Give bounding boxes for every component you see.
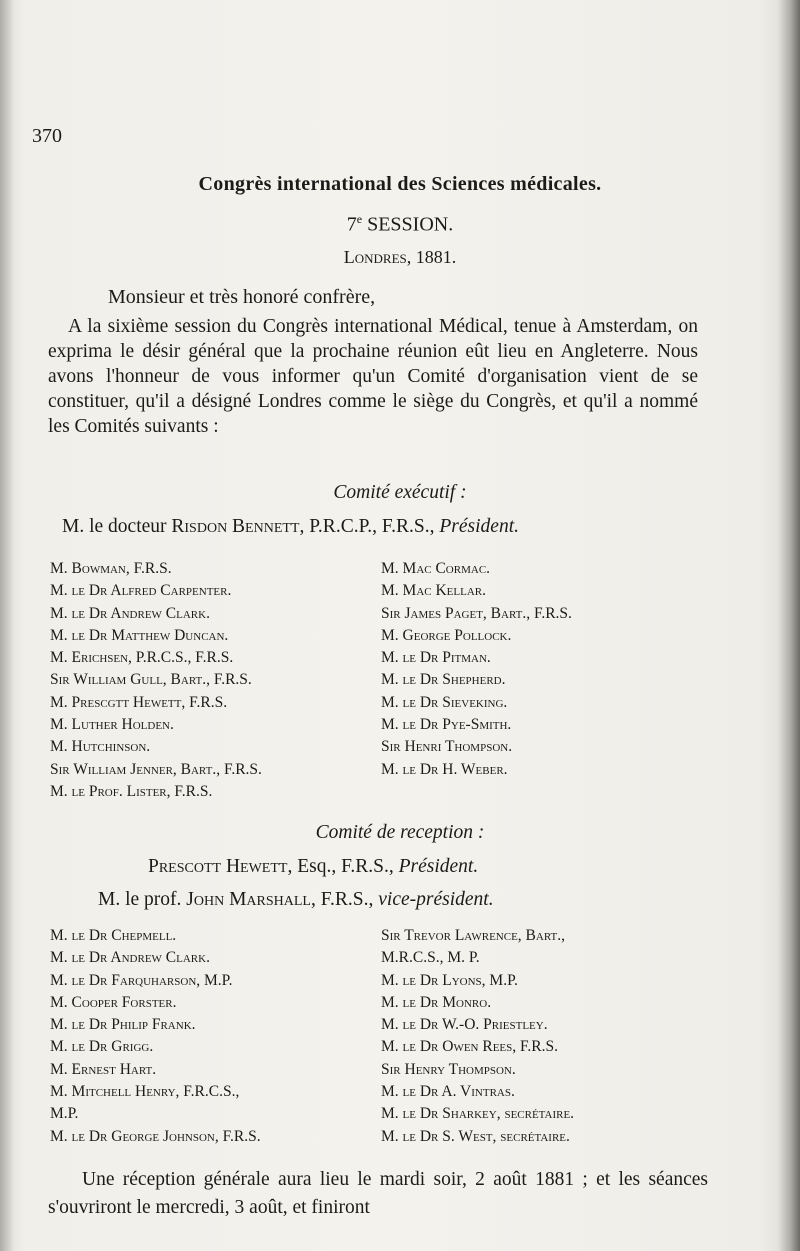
member-right: M. le Dr Pye-Smith. (381, 716, 512, 734)
member-right: M. le Dr Sieveking. (381, 693, 508, 711)
member-right: Sir Trevor Lawrence, Bart., (381, 927, 565, 944)
member-left: M. le Dr Farquharson, M.P. (50, 971, 233, 989)
member-left: M. le Dr Andrew Clark. (50, 949, 210, 967)
member-right: M. Mac Kellar. (381, 582, 486, 600)
executive-president-role: Président. (439, 516, 519, 537)
member-left: M. le Dr George Johnson, F.R.S. (50, 1127, 261, 1145)
member-left: M. Cooper Forster. (50, 993, 177, 1011)
session-heading (0, 212, 800, 237)
dateline-year: 1881. (415, 247, 457, 267)
member-left: M. Luther Holden. (50, 716, 174, 734)
reception-president-role: Président. (398, 856, 479, 877)
reception-vice-president (98, 889, 494, 911)
reception-president-quals: , Esq., F.R.S., (287, 856, 399, 877)
member-left: M. le Dr Andrew Clark. (50, 604, 210, 622)
executive-president-quals: , P.R.C.P., F.R.S., (299, 516, 440, 537)
reception-vice-prefix: M. le prof. (98, 889, 187, 910)
dateline: Londres, 1881. (343, 247, 457, 267)
member-left: M. le Dr Philip Frank. (50, 1016, 196, 1034)
member-left: Sir William Jenner, Bart., F.R.S. (50, 760, 262, 778)
member-right: M. le Dr Lyons, M.P. (381, 971, 518, 989)
closing-paragraph: Une réception générale aura lieu le mardi soir, 2 août 1881 ; et les séances s'ouvriront le mercredi, 3 août, et finiront (48, 1169, 708, 1218)
member-right: M. le Dr Monro. (381, 993, 492, 1011)
member-left: M. le Dr Grigg. (50, 1038, 154, 1056)
session-label: SESSION. (362, 213, 454, 236)
member-left: M. Mitchell Henry, F.R.C.S., (50, 1083, 240, 1101)
member-right: M. le Dr Sharkey, secrétaire. (381, 1105, 575, 1123)
page-number: 370 (32, 125, 62, 147)
member-right: M. le Dr Pitman. (381, 649, 491, 667)
reception-vice-quals: , F.R.S., (310, 889, 379, 910)
salutation: Monsieur et très honoré confrère, (108, 286, 376, 308)
intro-paragraph: A la sixième session du Congrès international Médical, tenue à Amsterdam, on exprima le désir général que la prochaine réunion eût lieu en Angleterre. Nous avons l'honneur de vous informer qu'un Comité d'organisation vient de se constituer, qu'il a désigné Londres comme le siège du Congrès, et qu'il a nommé les Comités suivants : (48, 316, 698, 437)
member-left: M. le Dr Alfred Carpenter. (50, 582, 232, 600)
executive-president (62, 516, 519, 538)
member-left: M. le Dr Matthew Duncan. (50, 626, 229, 644)
reception-president (148, 856, 478, 878)
member-right: M. Mac Cormac. (381, 560, 491, 577)
member-left: M. le Dr Chepmell. (50, 927, 177, 944)
reception-committee-heading: Comité de reception : (315, 822, 485, 843)
reception-vice-role: vice-président. (378, 889, 494, 910)
member-left: Sir William Gull, Bart., F.R.S. (50, 671, 252, 689)
member-right: Sir Henri Thompson. (381, 738, 513, 756)
executive-committee-heading: Comité exécutif : (333, 482, 467, 503)
reception-president-name: Prescott Hewett (148, 856, 288, 877)
member-left: M. Hutchinson. (50, 738, 151, 756)
executive-president-name: Risdon Bennett (171, 516, 300, 537)
member-right: M. le Dr S. West, secrétaire. (381, 1127, 570, 1145)
member-left: M. Bowman, F.R.S. (50, 560, 172, 577)
executive-president-prefix: M. le docteur (62, 516, 172, 537)
member-right: M. le Dr A. Vintras. (381, 1083, 515, 1101)
member-left: M. Erichsen, P.R.C.S., F.R.S. (50, 649, 234, 667)
reception-vice-name: John Marshall (186, 889, 311, 910)
member-left: M.P. (50, 1105, 79, 1123)
member-right: M. le Dr Shepherd. (381, 671, 506, 689)
member-right: M. le Dr Owen Rees, F.R.S. (381, 1038, 558, 1056)
member-left: M. Ernest Hart. (50, 1060, 157, 1078)
document-title: Congrès international des Sciences médicales. (198, 173, 602, 195)
dateline-city: Londres (343, 247, 407, 267)
member-right: Sir James Paget, Bart., F.R.S. (381, 604, 572, 622)
session-number: 7 (346, 213, 357, 236)
member-right: M. George Pollock. (381, 626, 512, 644)
member-right: M.R.C.S., M. P. (381, 949, 480, 967)
member-right: M. le Dr W.-O. Priestley. (381, 1016, 548, 1034)
member-right: M. le Dr H. Weber. (381, 760, 508, 778)
session-superscript: e (356, 212, 363, 226)
member-left: M. le Prof. Lister, F.R.S. (50, 782, 213, 800)
member-left: M. Prescgtt Hewett, F.R.S. (50, 693, 228, 711)
member-right: Sir Henry Thompson. (381, 1060, 516, 1078)
